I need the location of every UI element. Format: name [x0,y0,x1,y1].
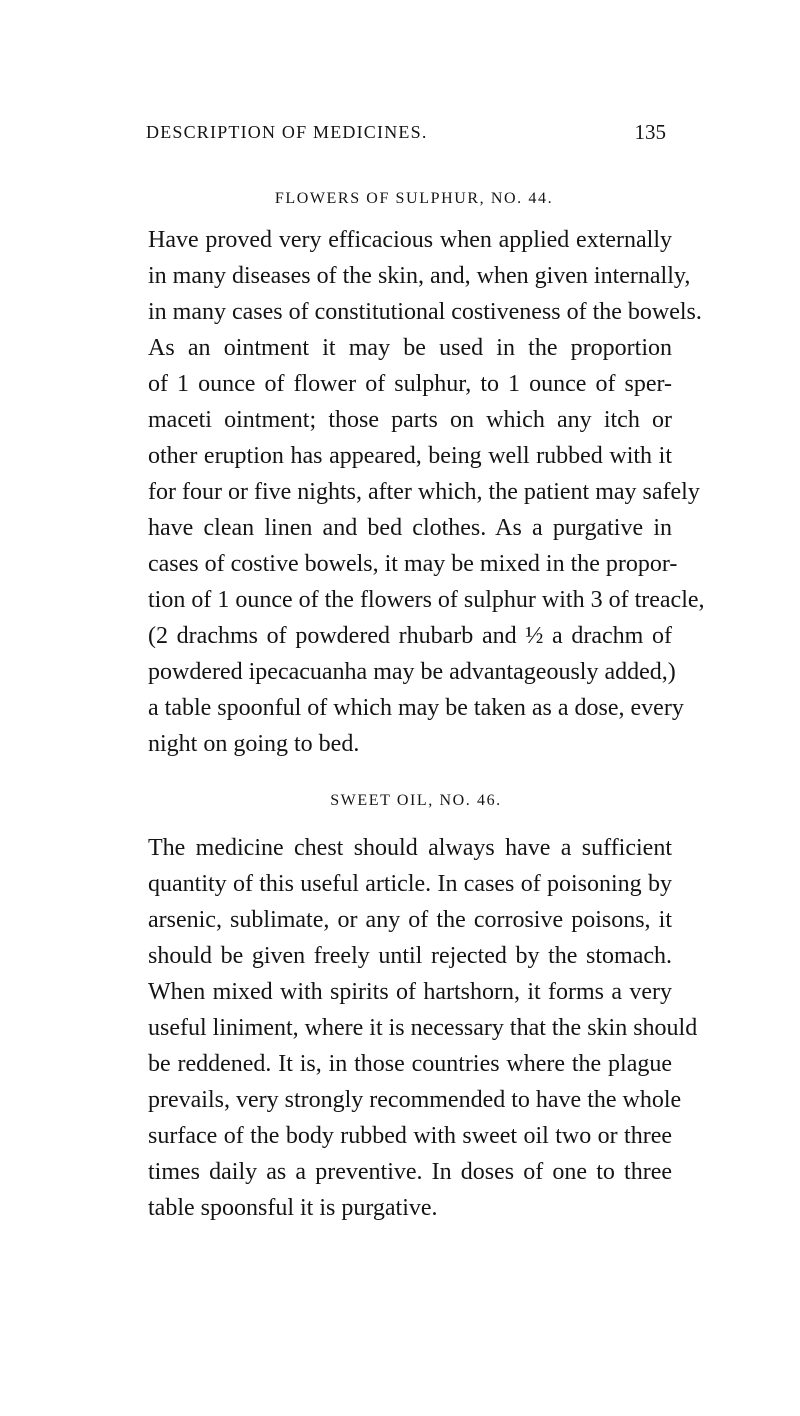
running-title: DESCRIPTION OF MEDICINES. [146,122,428,142]
text-line: When mixed with spirits of hartshorn, it forms a very [148,979,672,1005]
section-heading-sweet-oil: SWEET OIL, NO. 46. [330,792,502,809]
section-heading-sulphur: FLOWERS OF SULPHUR, NO. 44. [274,190,554,207]
text-line: powdered ipecacuanha may be advantageously added,) [148,659,676,685]
text-line: The medicine chest should always have a sufficient [148,835,672,861]
text-line: have clean linen and bed clothes. As a purgative in [148,515,672,541]
text-line: arsenic, sublimate, or any of the corrosive poisons, it [148,907,672,933]
text-line: Have proved very efficacious when applied externally [148,227,672,253]
paragraph-sweet-oil [148,830,698,1226]
text-line: maceti ointment; those parts on which any itch or [148,407,672,433]
text-line: be reddened. It is, in those countries where the plague [148,1051,672,1077]
text-line: useful liniment, where it is necessary that the skin should [148,1015,698,1041]
text-line: prevails, very strongly recommended to have the whole [148,1087,682,1113]
text-line: should be given freely until rejected by the stomach. [148,943,672,969]
text-line: As an ointment it may be used in the proportion [148,335,672,361]
text-line: in many cases of constitutional costiveness of the bowels. [148,299,702,325]
text-line: (2 drachms of powdered rhubarb and ½ a drachm of [148,623,672,649]
text-line: night on going to bed. [148,731,360,757]
text-line: in many diseases of the skin, and, when given internally, [148,263,691,289]
text-line: of 1 ounce of flower of sulphur, to 1 ounce of sper- [148,371,672,397]
text-line: table spoonsful it is purgative. [148,1195,438,1221]
text-line: a table spoonful of which may be taken as a dose, every [148,695,684,721]
paragraph-sulphur [148,222,705,762]
text-line: quantity of this useful article. In cases of poisoning by [148,871,672,897]
text-line: for four or five nights, after which, the patient may safely [148,479,700,505]
text-line: tion of 1 ounce of the flowers of sulphur with 3 of treacle, [148,587,705,613]
text-line: times daily as a preventive. In doses of one to three [148,1159,672,1185]
text-line: other eruption has appeared, being well rubbed with it [148,443,672,469]
text-line: cases of costive bowels, it may be mixed in the propor- [148,551,678,577]
text-line: surface of the body rubbed with sweet oil two or three [148,1123,672,1149]
page-number: 135 [634,120,666,144]
